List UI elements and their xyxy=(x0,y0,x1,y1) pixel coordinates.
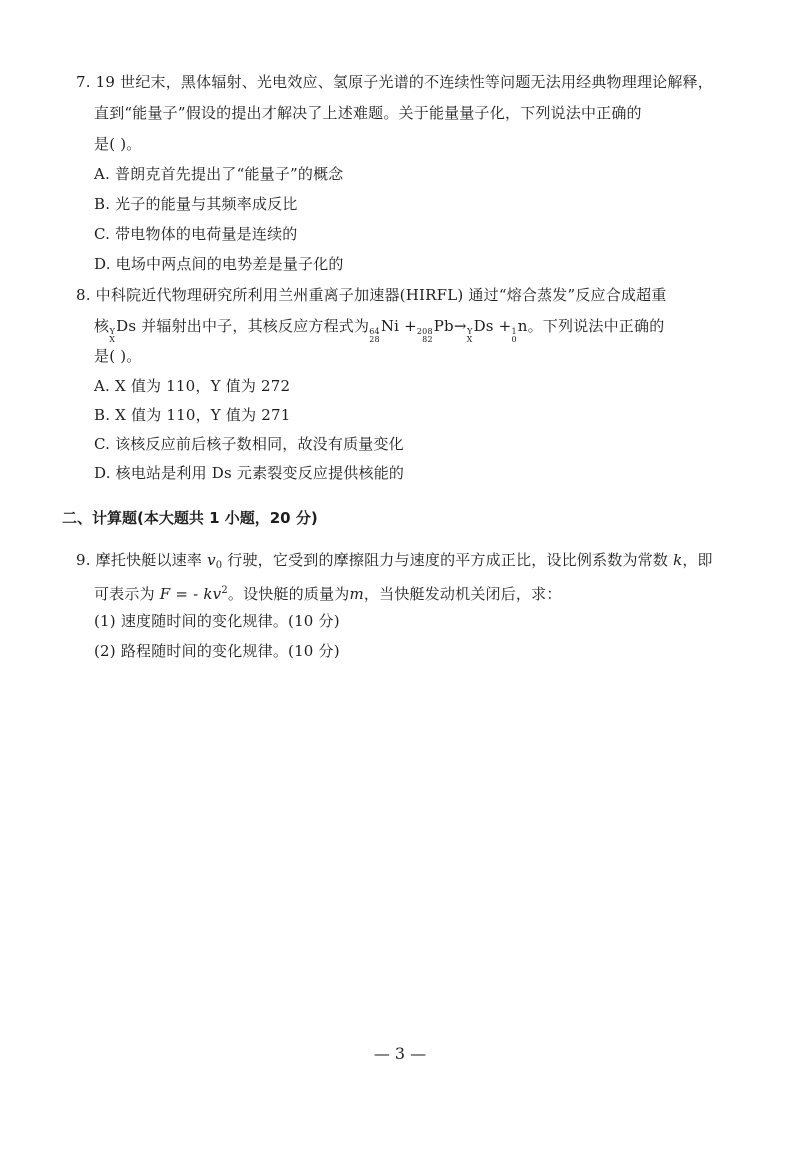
q8-option-d: D. 核电站是利用 Ds 元素裂变反应提供核能的 xyxy=(94,464,405,482)
q8-line-1: 8. 中科院近代物理研究所利用兰州重离子加速器(HIRFL) 通过“熔合蒸发”反应合成超重 xyxy=(76,286,667,304)
nuclide-pb-symbol: Pb xyxy=(433,317,454,335)
q8-line-2 xyxy=(94,316,664,344)
q7-option-d: D. 电场中两点间的电势差是量子化的 xyxy=(94,255,344,273)
q8-line2-prefix: 核 xyxy=(94,317,110,335)
section-heading: 二、计算题(本大题共 1 小题，20 分) xyxy=(62,509,318,527)
q8-option-b: B. X 值为 110，Y 值为 271 xyxy=(94,406,291,424)
q9-line1-c: ，即 xyxy=(682,551,713,569)
formula-kv: kv xyxy=(203,585,222,603)
force-symbol: F xyxy=(159,585,171,603)
q8-option-c: C. 该核反应前后核子数相同，故没有质量变化 xyxy=(94,435,404,453)
q8-line-3: 是( )。 xyxy=(94,347,142,365)
q9-line2-a: 可表示为 xyxy=(94,585,155,603)
q7-line-2: 直到“能量子”假设的提出才解决了上述难题。关于能量量子化，下列说法中正确的 xyxy=(94,104,642,122)
velocity-symbol: v xyxy=(207,551,216,569)
formula-exponent: 2 xyxy=(221,585,228,596)
nuclide-ds-mass: Y xyxy=(109,327,116,336)
reaction-arrow: → xyxy=(453,317,467,335)
nuclide-ds-atomic: X xyxy=(109,335,116,344)
q7-option-b: B. 光子的能量与其频率成反比 xyxy=(94,195,298,213)
nuclide-ds-product-symbol: Ds xyxy=(473,317,494,335)
nuclide-neutron xyxy=(511,316,527,344)
q9-line-1 xyxy=(76,550,713,576)
velocity-subscript: 0 xyxy=(215,560,223,571)
q8-line2-mid: 并辐射出中子，其核反应方程式为 xyxy=(141,317,370,335)
constant-k: k xyxy=(673,551,683,569)
q7-line-3: 是( )。 xyxy=(94,135,142,153)
neutron-atomic: 0 xyxy=(511,335,517,344)
nuclide-pb-atomic: 82 xyxy=(422,335,433,344)
nuclide-ni xyxy=(369,316,399,344)
mass-symbol: m xyxy=(349,585,364,603)
q7-option-a: A. 普朗克首先提出了“能量子”的概念 xyxy=(94,165,344,183)
nuclide-ds-product xyxy=(467,316,494,344)
nuclide-pb xyxy=(417,316,454,344)
neutron-symbol: n xyxy=(517,317,528,335)
plus-sign: + xyxy=(404,317,417,335)
q9-line1-b: 行驶，它受到的摩擦阻力与速度的平方成正比，设比例系数为常数 xyxy=(227,551,669,569)
q9-part-2: (2) 路程随时间的变化规律。(10 分) xyxy=(94,642,340,660)
plus-sign-2: + xyxy=(498,317,512,335)
q9-line2-c: ，当快艇发动机关闭后，求： xyxy=(363,585,562,603)
q7-line-1: 7. 19 世纪末，黑体辐射、光电效应、氢原子光谱的不连续性等问题无法用经典物理理论解释， xyxy=(76,73,713,91)
nuclide-pb-mass: 208 xyxy=(416,327,433,336)
q9-line-2 xyxy=(94,581,562,604)
q8-line2-suffix: 。下列说法中正确的 xyxy=(527,317,665,335)
q9-part-1: (1) 速度随时间的变化规律。(10 分) xyxy=(94,612,340,630)
q7-option-c: C. 带电物体的电荷量是连续的 xyxy=(94,225,298,243)
q9-line1-a: 9. 摩托快艇以速率 xyxy=(76,551,203,569)
nuclide-ds-product-mass: Y xyxy=(467,327,473,336)
neutron-mass: 1 xyxy=(511,327,517,336)
nuclide-ni-symbol: Ni xyxy=(380,317,400,335)
nuclide-ds-symbol: Ds xyxy=(116,317,137,335)
formula-equals: = - xyxy=(170,585,204,603)
page-number: — 3 — xyxy=(373,1044,427,1063)
nuclide-ni-mass: 64 xyxy=(369,327,380,336)
q8-option-a: A. X 值为 110，Y 值为 272 xyxy=(94,377,291,395)
q9-line2-b: 。设快艇的质量为 xyxy=(227,585,350,603)
nuclide-ni-atomic: 28 xyxy=(369,335,380,344)
nuclide-ds-product-atomic: X xyxy=(466,335,473,344)
nuclide-ds xyxy=(109,316,136,344)
